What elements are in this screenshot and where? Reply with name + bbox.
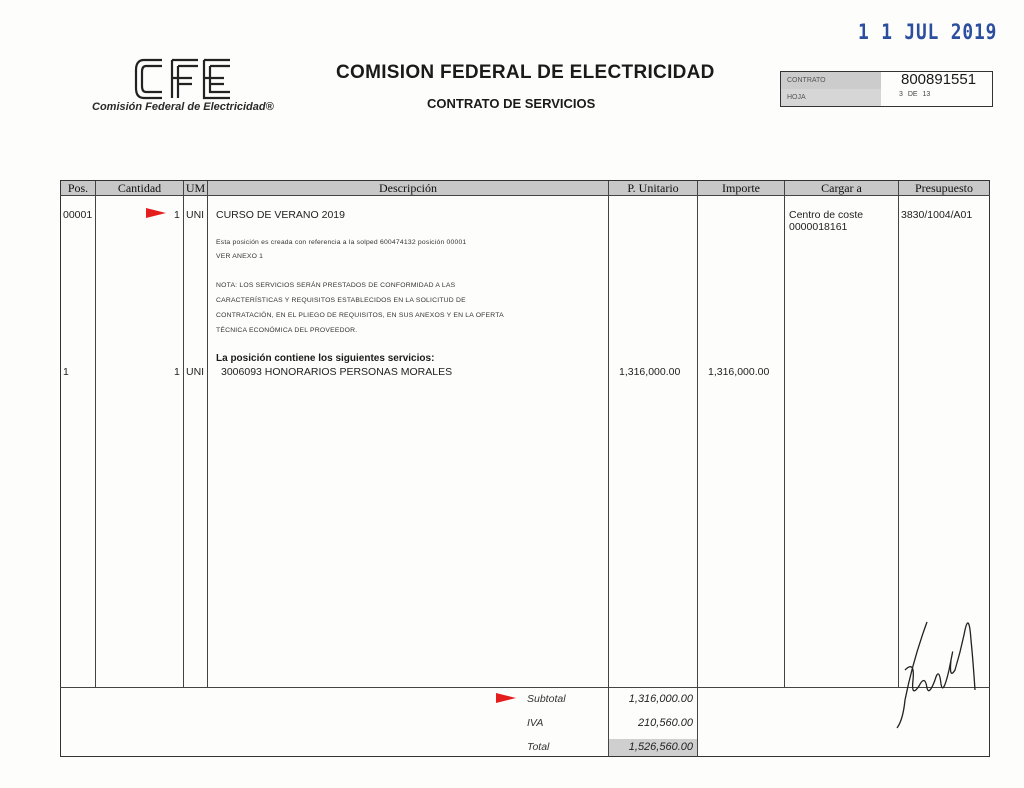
col-divider (608, 181, 609, 757)
header-divider (60, 195, 990, 196)
col-header-um: UM (185, 181, 206, 195)
col-divider (697, 181, 698, 757)
row2-importe: 1,316,000.00 (708, 366, 770, 378)
nota-line: CARACTERÍSTICAS Y REQUISITOS ESTABLECIDOS EN LA SOLICITUD DE (216, 297, 466, 304)
page-subtitle: CONTRATO DE SERVICIOS (427, 96, 596, 111)
iva-label: IVA (527, 717, 544, 729)
logo-caption: Comisión Federal de Electricidad® (92, 101, 274, 113)
contrato-value: 800891551 (901, 71, 977, 88)
row2-descripcion: 3006093 HONORARIOS PERSONAS MORALES (221, 366, 453, 378)
row2-um: UNI (186, 366, 205, 378)
row1-cantidad: 1 (174, 209, 180, 221)
red-arrow-marker (496, 693, 516, 703)
contrato-label: CONTRATO (781, 72, 881, 89)
subtotal-label: Subtotal (527, 693, 566, 705)
totals-divider (60, 687, 990, 688)
col-header-presupuesto: Presupuesto (899, 181, 989, 195)
subtotal-value: 1,316,000.00 (628, 693, 693, 705)
col-divider (784, 181, 785, 687)
hoja-value: 3 DE 13 (899, 91, 931, 98)
row2-cantidad: 1 (174, 366, 180, 378)
total-label: Total (527, 741, 550, 753)
row1-note-solped: Esta posición es creada con referencia a la solped 600474132 posición 00001 (216, 239, 467, 246)
col-header-pos: Pos. (61, 181, 95, 195)
signature-mark (875, 600, 985, 730)
nota-line: NOTA: LOS SERVICIOS SERÁN PRESTADOS DE CONFORMIDAD A LAS (216, 282, 456, 289)
nota-line: CONTRATACIÓN, EN EL PLIEGO DE REQUISITOS, EN SUS ANEXOS Y EN LA OFERTA (216, 312, 504, 319)
page-title: COMISION FEDERAL DE ELECTRICIDAD (336, 62, 715, 83)
iva-value: 210,560.00 (637, 717, 693, 729)
row2-pos: 1 (63, 366, 69, 378)
row1-descripcion: CURSO DE VERANO 2019 (216, 209, 345, 221)
total-value: 1,526,560.00 (628, 741, 693, 753)
row1-note-anexo: VER ANEXO 1 (216, 253, 264, 260)
row1-cargar-a-line1: Centro de coste (789, 209, 864, 221)
services-heading: La posición contiene los siguientes servicios: (216, 353, 435, 364)
col-header-descripcion: Descripción (208, 181, 608, 195)
row1-pos: 00001 (63, 209, 93, 221)
row1-cargar-a-line2: 0000018161 (789, 221, 848, 233)
col-header-cargar-a: Cargar a (785, 181, 898, 195)
red-arrow-marker (146, 208, 166, 218)
col-header-importe: Importe (698, 181, 784, 195)
contract-box (780, 71, 993, 107)
col-divider (207, 181, 208, 687)
date-stamp: 1 1 JUL 2019 (858, 20, 998, 44)
col-header-cantidad: Cantidad (96, 181, 183, 195)
col-divider (183, 181, 184, 687)
row2-p-unitario: 1,316,000.00 (619, 366, 681, 378)
hoja-label: HOJA (781, 89, 881, 106)
row1-um: UNI (186, 209, 205, 221)
col-header-p-unitario: P. Unitario (609, 181, 697, 195)
col-divider (95, 181, 96, 687)
row1-presupuesto: 3830/1004/A01 (901, 209, 973, 221)
cfe-logo (132, 52, 232, 106)
nota-line: TÉCNICA ECONÓMICA DEL PROVEEDOR. (216, 327, 358, 334)
items-table (60, 180, 990, 757)
